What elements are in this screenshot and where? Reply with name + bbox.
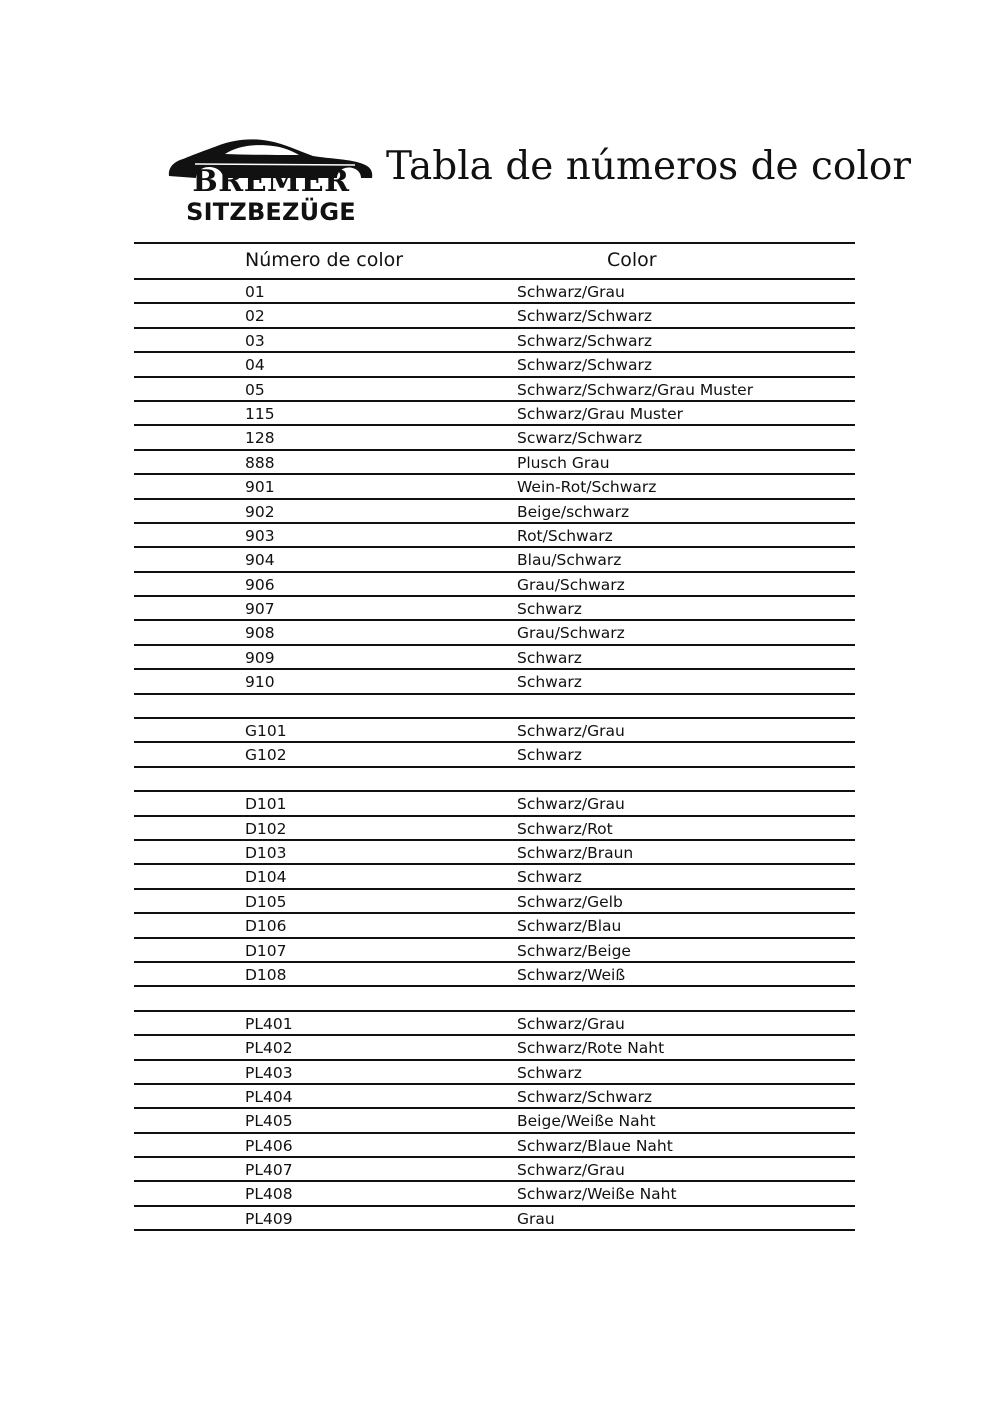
color-number: D108: [245, 965, 287, 984]
table-row: [134, 939, 855, 963]
color-name: Schwarz/Grau: [517, 795, 625, 814]
color-name: Schwarz/Blau: [517, 917, 622, 936]
table-row: [134, 1036, 855, 1060]
color-number: 03: [245, 331, 265, 350]
color-name: Schwarz/Weiß: [517, 965, 626, 984]
table-row: [134, 500, 855, 524]
color-name: Schwarz/Schwarz: [517, 307, 652, 326]
color-name: Schwarz/Grau: [517, 1161, 625, 1180]
color-number: 902: [245, 502, 275, 521]
color-name: Schwarz: [517, 648, 582, 667]
table-row: [134, 670, 855, 694]
color-number: 903: [245, 526, 275, 545]
table-row: [134, 1158, 855, 1182]
table-row: [134, 1061, 855, 1085]
color-number: 908: [245, 624, 275, 643]
header-color: Color: [607, 249, 657, 271]
color-number: 115: [245, 404, 275, 423]
table-row: [134, 1134, 855, 1158]
table-row: [134, 378, 855, 402]
color-name: Blau/Schwarz: [517, 551, 622, 570]
color-number: 910: [245, 673, 275, 692]
table-row: [134, 817, 855, 841]
table-row: [134, 597, 855, 621]
table-row: [134, 890, 855, 914]
logo-subtitle-text: SITZBEZÜGE: [186, 198, 356, 226]
table-body: [134, 280, 855, 1231]
color-number: D107: [245, 941, 287, 960]
color-name: Schwarz/Grau Muster: [517, 404, 683, 423]
color-number: 05: [245, 380, 265, 399]
table-header: [134, 242, 855, 280]
color-name: Scwarz/Schwarz: [517, 429, 643, 448]
table-row: [134, 621, 855, 645]
color-name: Schwarz/Schwarz: [517, 331, 652, 350]
table-row: [134, 646, 855, 670]
color-name: Wein-Rot/Schwarz: [517, 478, 657, 497]
color-number: PL407: [245, 1161, 293, 1180]
color-number: 888: [245, 453, 275, 472]
color-name: Schwarz: [517, 600, 582, 619]
color-number: PL403: [245, 1063, 293, 1082]
color-name: Grau/Schwarz: [517, 624, 625, 643]
color-name: Schwarz/Blaue Naht: [517, 1136, 673, 1155]
color-number: 909: [245, 648, 275, 667]
color-name: Schwarz/Rot: [517, 819, 613, 838]
color-number: 906: [245, 575, 275, 594]
color-number: 904: [245, 551, 275, 570]
color-number: PL401: [245, 1014, 293, 1033]
color-name: Beige/schwarz: [517, 502, 630, 521]
color-number: 02: [245, 307, 265, 326]
color-name: Schwarz: [517, 746, 582, 765]
color-number: PL405: [245, 1112, 293, 1131]
table-row: [134, 792, 855, 816]
color-name: Schwarz/Schwarz/Grau Muster: [517, 380, 754, 399]
color-name: Schwarz/Grau: [517, 1014, 625, 1033]
color-name: Schwarz/Grau: [517, 283, 625, 301]
color-number: PL406: [245, 1136, 293, 1155]
table-row: [134, 573, 855, 597]
color-number: 907: [245, 600, 275, 619]
color-name: Beige/Weiße Naht: [517, 1112, 656, 1131]
table-row: [134, 329, 855, 353]
table-row: [134, 743, 855, 767]
color-number: 901: [245, 478, 275, 497]
table-row: [134, 426, 855, 450]
color-name: Grau/Schwarz: [517, 575, 625, 594]
table-row: [134, 914, 855, 938]
table-row: [134, 524, 855, 548]
color-number: D101: [245, 795, 287, 814]
table-row: [134, 865, 855, 889]
table-row: [134, 280, 855, 304]
color-number: G102: [245, 746, 287, 765]
table-row: [134, 475, 855, 499]
logo-brand-text: BREMER: [192, 164, 350, 199]
table-row: [134, 451, 855, 475]
table-row: [134, 841, 855, 865]
color-table: [134, 242, 855, 1231]
color-name: Grau: [517, 1209, 555, 1228]
color-name: Schwarz/Weiße Naht: [517, 1185, 677, 1204]
color-name: Schwarz/Beige: [517, 941, 631, 960]
table-row: [134, 1085, 855, 1109]
color-number: D105: [245, 892, 287, 911]
color-number: G101: [245, 722, 287, 741]
color-number: 128: [245, 429, 275, 448]
brand-logo: [165, 134, 377, 228]
color-number: PL402: [245, 1039, 293, 1058]
color-name: Schwarz/Braun: [517, 843, 634, 862]
table-row: [134, 695, 855, 719]
table-row: [134, 1182, 855, 1206]
header-number: Número de color: [245, 249, 404, 271]
color-number: D106: [245, 917, 287, 936]
color-number: 04: [245, 356, 265, 375]
table-row: [134, 1109, 855, 1133]
page-title: Tabla de números de color: [386, 144, 911, 189]
table-row: [134, 1012, 855, 1036]
table-row: [134, 1207, 855, 1231]
table-row: [134, 353, 855, 377]
color-name: Schwarz/Grau: [517, 722, 625, 741]
table-row: [134, 963, 855, 987]
color-number: D102: [245, 819, 287, 838]
table-row: [134, 402, 855, 426]
color-name: Plusch Grau: [517, 453, 610, 472]
table-row: [134, 719, 855, 743]
color-name: Schwarz: [517, 868, 582, 887]
color-number: 01: [245, 283, 265, 301]
color-name: Schwarz/Gelb: [517, 892, 623, 911]
color-number: D103: [245, 843, 287, 862]
table-row: [134, 987, 855, 1011]
color-number: PL404: [245, 1087, 293, 1106]
color-number: PL409: [245, 1209, 293, 1228]
color-name: Schwarz: [517, 1063, 582, 1082]
table-row: [134, 768, 855, 792]
table-row: [134, 304, 855, 328]
color-number: PL408: [245, 1185, 293, 1204]
color-number: D104: [245, 868, 287, 887]
color-name: Schwarz: [517, 673, 582, 692]
color-name: Schwarz/Rote Naht: [517, 1039, 665, 1058]
color-name: Schwarz/Schwarz: [517, 1087, 652, 1106]
color-name: Schwarz/Schwarz: [517, 356, 652, 375]
color-name: Rot/Schwarz: [517, 526, 613, 545]
table-row: [134, 548, 855, 572]
